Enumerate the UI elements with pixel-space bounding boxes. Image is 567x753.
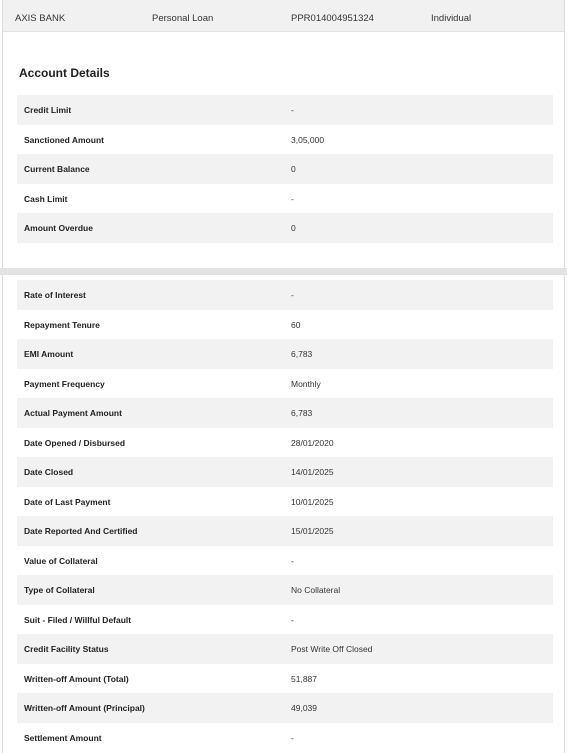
detail-row [17,723,553,753]
field-value: 0 [291,223,296,233]
field-value: 49,039 [291,703,317,713]
detail-row [17,634,553,664]
field-label: EMI Amount [24,349,74,359]
field-label: Cash Limit [24,193,68,204]
detail-row [17,575,553,605]
bank-name: AXIS BANK [15,13,66,24]
field-value: 60 [291,319,301,330]
field-label: Actual Payment Amount [24,408,122,418]
summary-row [17,125,553,155]
field-label: Suit - Filed / Willful Default [24,614,132,625]
section-divider [0,268,567,275]
field-label: Payment Frequency [24,378,105,389]
summary-row [17,213,553,243]
field-label: Repayment Tenure [24,319,100,330]
field-label: Credit Facility Status [24,644,109,654]
field-value: 10/01/2025 [291,496,334,507]
detail-row [17,605,553,635]
account-type: Personal Loan [152,13,214,24]
field-value: 0 [291,164,296,174]
account-card [2,0,565,753]
detail-row [17,487,553,517]
account-number: PPR014004951324 [291,13,374,24]
account-header [3,0,564,32]
detail-row [17,339,553,369]
field-label: Date Reported And Certified [24,526,138,536]
field-value: - [291,193,294,204]
field-label: Date Closed [24,467,74,477]
field-value: - [291,555,294,566]
ownership-type: Individual [431,13,472,24]
field-value: 3,05,000 [291,134,325,145]
field-label: Amount Overdue [24,223,93,233]
field-value: 6,783 [291,408,313,418]
field-value: 14/01/2025 [291,467,334,477]
account-summary-table [17,95,553,243]
account-details-table [17,280,553,752]
detail-row [17,546,553,576]
field-value: - [291,105,294,115]
field-label: Date of Last Payment [24,496,111,507]
detail-row [17,428,553,458]
field-label: Credit Limit [24,105,72,115]
field-value: - [291,614,294,625]
detail-row [17,310,553,340]
detail-row [17,457,553,487]
section-title: Account Details [19,66,110,80]
summary-row [17,95,553,125]
detail-row [17,280,553,310]
field-label: Written-off Amount (Principal) [24,703,145,713]
field-label: Settlement Amount [24,732,102,743]
field-value: No Collateral [291,585,341,595]
field-value: 6,783 [291,349,313,359]
detail-row [17,369,553,399]
field-label: Current Balance [24,164,90,174]
field-label: Value of Collateral [24,555,98,566]
detail-row [17,664,553,694]
field-label: Type of Collateral [24,585,95,595]
summary-row [17,154,553,184]
field-value: 28/01/2020 [291,437,334,448]
detail-row [17,398,553,428]
field-label: Rate of Interest [24,290,86,300]
field-value: - [291,290,294,300]
summary-row [17,184,553,214]
field-value: - [291,732,294,743]
field-value: Monthly [291,378,321,389]
field-label: Sanctioned Amount [24,134,104,145]
detail-row [17,693,553,723]
field-value: 15/01/2025 [291,526,334,536]
detail-row [17,516,553,546]
field-value: 51,887 [291,673,317,684]
field-label: Date Opened / Disbursed [24,437,126,448]
field-label: Written-off Amount (Total) [24,673,129,684]
field-value: Post Write Off Closed [291,644,373,654]
